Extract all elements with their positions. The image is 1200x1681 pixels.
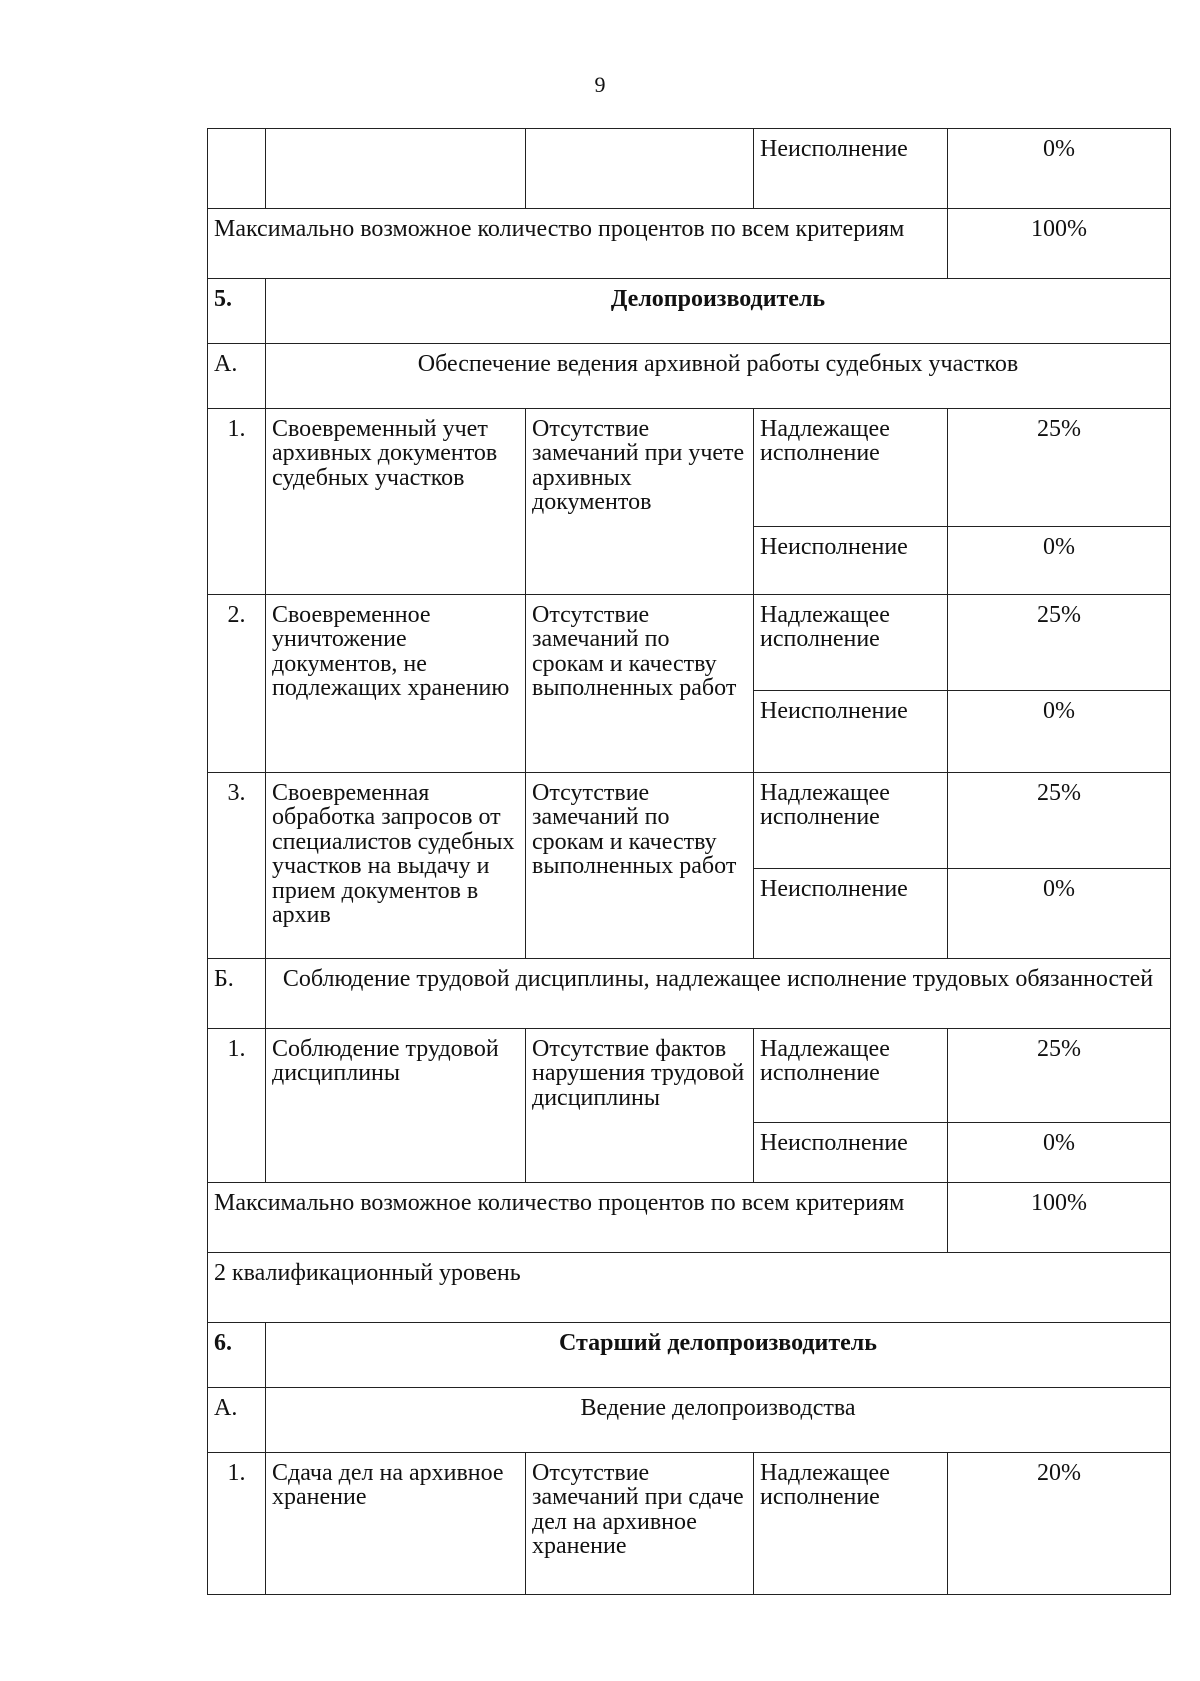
percent-value: 0%: [948, 527, 1171, 595]
group-letter: А.: [208, 344, 266, 409]
percent-value: 20%: [948, 1453, 1171, 1595]
indicator-text: Отсутствие фактов нарушения трудовой дисциплины: [526, 1029, 754, 1183]
table-row: [208, 409, 1171, 527]
result-proper: Надлежащее исполнение: [754, 773, 948, 869]
percent-value: 0%: [948, 691, 1171, 773]
criterion-number: 1.: [208, 1453, 266, 1595]
criterion-text: Соблюдение трудовой дисциплины: [266, 1029, 526, 1183]
table-cell-empty: [266, 129, 526, 209]
table-row: [208, 773, 1171, 869]
criterion-number: 1.: [208, 1029, 266, 1183]
criterion-number: 3.: [208, 773, 266, 959]
criterion-number: 2.: [208, 595, 266, 773]
page-number: 9: [594, 72, 606, 97]
section-header-row: [208, 279, 1171, 344]
group-title: Ведение делопроизводства: [266, 1388, 1171, 1453]
max-total-row: [208, 209, 1171, 279]
result-improper: Неисполнение: [754, 527, 948, 595]
criterion-text: Своевременное уничтожение документов, не подлежащих хранению: [266, 595, 526, 773]
group-title: Обеспечение ведения архивной работы судебных участков: [266, 344, 1171, 409]
indicator-text: Отсутствие замечаний при учете архивных документов: [526, 409, 754, 595]
result-improper: Неисполнение: [754, 691, 948, 773]
table-row: [208, 129, 1171, 209]
max-total-label: Максимально возможное количество процентов по всем критериям: [208, 209, 948, 279]
qualification-row: [208, 1253, 1171, 1323]
indicator-text: Отсутствие замечаний по срокам и качеству выполненных работ: [526, 773, 754, 959]
section-header-row: [208, 1323, 1171, 1388]
group-header-row: [208, 344, 1171, 409]
table-row: [208, 1029, 1171, 1123]
result-improper: Неисполнение: [754, 1123, 948, 1183]
percent-value: 25%: [948, 1029, 1171, 1123]
criterion-text: Своевременный учет архивных документов судебных участков: [266, 409, 526, 595]
percent-value: 25%: [948, 773, 1171, 869]
section-title: Старший делопроизводитель: [266, 1323, 1171, 1388]
section-title: Делопроизводитель: [266, 279, 1171, 344]
group-letter: Б.: [208, 959, 266, 1029]
result-proper: Надлежащее исполнение: [754, 1453, 948, 1595]
table-cell-empty: [526, 129, 754, 209]
percent-value: 0%: [948, 129, 1171, 209]
max-total-row: [208, 1183, 1171, 1253]
percent-value: 25%: [948, 595, 1171, 691]
criteria-table: [207, 128, 1171, 1595]
percent-value: 25%: [948, 409, 1171, 527]
max-total-percent: 100%: [948, 1183, 1171, 1253]
criterion-text: Своевременная обработка запросов от специалистов судебных участков на выдачу и прием документов в архив: [266, 773, 526, 959]
percent-value: 0%: [948, 1123, 1171, 1183]
criterion-text: Сдача дел на архивное хранение: [266, 1453, 526, 1595]
group-title: Соблюдение трудовой дисциплины, надлежащее исполнение трудовых обязанностей: [266, 959, 1171, 1029]
group-letter: А.: [208, 1388, 266, 1453]
section-number: 6.: [208, 1323, 266, 1388]
criterion-number: 1.: [208, 409, 266, 595]
group-header-row: [208, 959, 1171, 1029]
table-cell-empty: [208, 129, 266, 209]
result-proper: Надлежащее исполнение: [754, 409, 948, 527]
max-total-percent: 100%: [948, 209, 1171, 279]
result-proper: Надлежащее исполнение: [754, 595, 948, 691]
table-row: [208, 595, 1171, 691]
percent-value: 0%: [948, 869, 1171, 959]
result-proper: Надлежащее исполнение: [754, 1029, 948, 1123]
result-improper: Неисполнение: [754, 129, 948, 209]
indicator-text: Отсутствие замечаний по срокам и качеству выполненных работ: [526, 595, 754, 773]
max-total-label: Максимально возможное количество процентов по всем критериям: [208, 1183, 948, 1253]
group-header-row: [208, 1388, 1171, 1453]
qualification-level: 2 квалификационный уровень: [208, 1253, 1171, 1323]
section-number: 5.: [208, 279, 266, 344]
result-improper: Неисполнение: [754, 869, 948, 959]
indicator-text: Отсутствие замечаний при сдаче дел на архивное хранение: [526, 1453, 754, 1595]
table-row: [208, 1453, 1171, 1595]
